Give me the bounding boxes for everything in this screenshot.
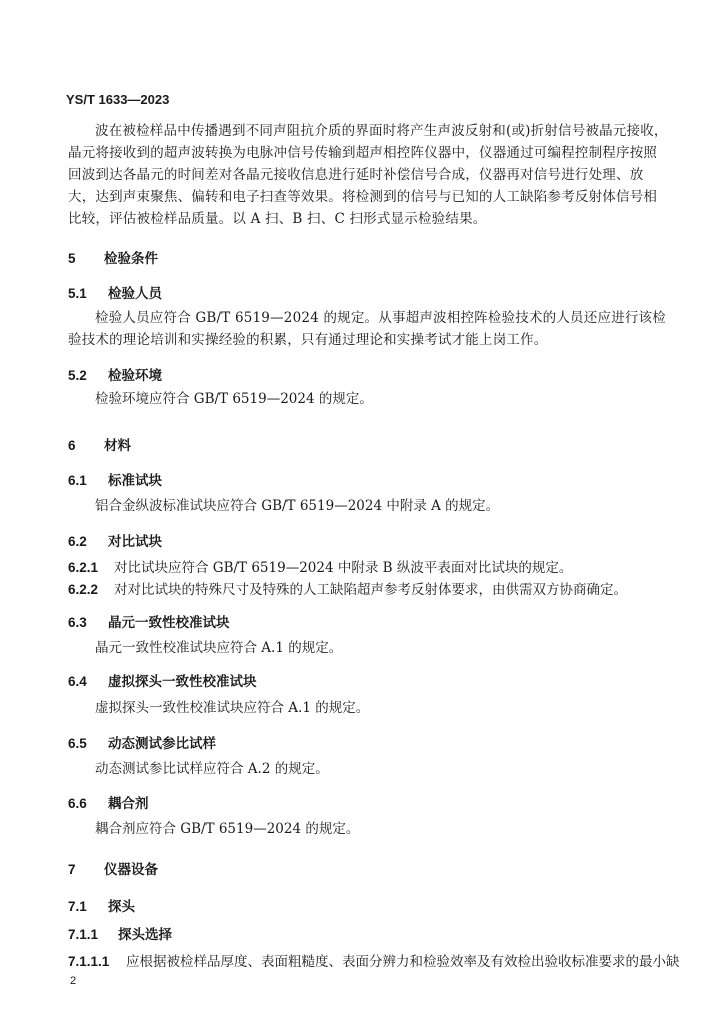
section-6-1-heading: [68, 469, 162, 489]
section-6-6-text: 耦合剂应符合 GB/T 6519—2024 的规定。: [95, 821, 360, 837]
clause-number: 6.2.1: [68, 560, 99, 575]
section-6-3-heading: [68, 611, 230, 631]
clause-number: 7.1.1.1: [68, 954, 110, 969]
section-number: 5.2: [68, 368, 87, 383]
page-number: 2: [70, 975, 77, 987]
clause-6-2-2: [68, 578, 627, 598]
section-number: 6.2: [68, 534, 87, 549]
section-number: 5.1: [68, 286, 87, 301]
section-title: 晶元一致性校准试块: [108, 615, 230, 630]
section-title: 检验人员: [108, 286, 162, 301]
section-6-5-heading: [68, 732, 216, 752]
section-title: 仪器设备: [104, 862, 158, 877]
intro-paragraph: 波在被检样品中传播遇到不同声阻抗介质的界面时将产生声波反射和(或)折射信号被晶元接收，晶元将接收到的超声波转换为电脉冲信号传输到超声相控阵仪器中，仪器通过可编程控制程序按照回波到达各晶元的时间差对各晶元接收信息进行延时补偿信号合成，仪器再对信号进行处理、放大，达到声束聚焦、偏转和电子扫查等效果。将检测到的信号与已知的人工缺陷参考反射体信号相比较，评估被检样品质量。以 A 扫、B 扫、C 扫形式显示检验结果。: [68, 123, 668, 227]
section-title: 检验条件: [104, 251, 158, 266]
section-title: 材料: [104, 438, 131, 453]
section-5-2-heading: [68, 364, 162, 384]
section-title: 检验环境: [108, 368, 162, 383]
clause-number: 6.2.2: [68, 582, 99, 597]
section-number: 6.5: [68, 736, 87, 751]
section-title: 耦合剂: [108, 796, 149, 811]
standard-code: YS/T 1633—2023: [66, 92, 170, 107]
section-7-heading: [68, 858, 158, 878]
section-6-4-heading: [68, 670, 257, 690]
section-7-1-1-heading: [68, 923, 172, 943]
clause-text: 应根据被检样品厚度、表面粗糙度、表面分辨力和检验效率及有效检出验收标准要求的最小缺: [126, 954, 680, 970]
section-6-2-heading: [68, 530, 162, 550]
section-number: 6.3: [68, 615, 87, 630]
section-6-3-text: 晶元一致性校准试块应符合 A.1 的规定。: [95, 640, 343, 656]
section-5-2-text: 检验环境应符合 GB/T 6519—2024 的规定。: [95, 391, 373, 407]
section-title: 探头: [108, 899, 135, 914]
section-number: 5: [68, 251, 76, 266]
section-5-1-text: 检验人员应符合 GB/T 6519—2024 的规定。从事超声波相控阵检验技术的人员还应进行该检验技术的理论培训和实操经验的积累，只有通过理论和实操考试才能上岗工作。: [68, 310, 666, 348]
section-number: 7.1.1: [68, 927, 99, 942]
section-6-6-heading: [68, 792, 149, 812]
section-5-heading: [68, 247, 158, 267]
section-number: 6.6: [68, 796, 87, 811]
section-number: 6.4: [68, 674, 87, 689]
section-6-4-text: 虚拟探头一致性校准试块应符合 A.1 的规定。: [95, 700, 370, 716]
section-title: 对比试块: [108, 534, 162, 549]
clause-6-2-1: [68, 556, 572, 576]
section-title: 虚拟探头一致性校准试块: [108, 674, 257, 689]
section-number: 7.1: [68, 899, 87, 914]
section-5-1-heading: [68, 282, 162, 302]
section-7-1-heading: [68, 895, 135, 915]
section-title: 探头选择: [118, 927, 172, 942]
section-number: 6.1: [68, 473, 87, 488]
section-number: 7: [68, 862, 76, 877]
section-6-1-text: 铝合金纵波标准试块应符合 GB/T 6519—2024 中附录 A 的规定。: [95, 498, 500, 514]
section-6-heading: [68, 434, 131, 454]
section-6-5-text: 动态测试参比试样应符合 A.2 的规定。: [95, 761, 329, 777]
clause-7-1-1-1: [68, 950, 680, 970]
section-title: 标准试块: [108, 473, 162, 488]
clause-text: 对对比试块的特殊尺寸及特殊的人工缺陷超声参考反射体要求，由供需双方协商确定。: [114, 582, 627, 598]
section-number: 6: [68, 438, 76, 453]
section-title: 动态测试参比试样: [108, 736, 216, 751]
clause-text: 对比试块应符合 GB/T 6519—2024 中附录 B 纵波平表面对比试块的规定。: [114, 560, 573, 576]
